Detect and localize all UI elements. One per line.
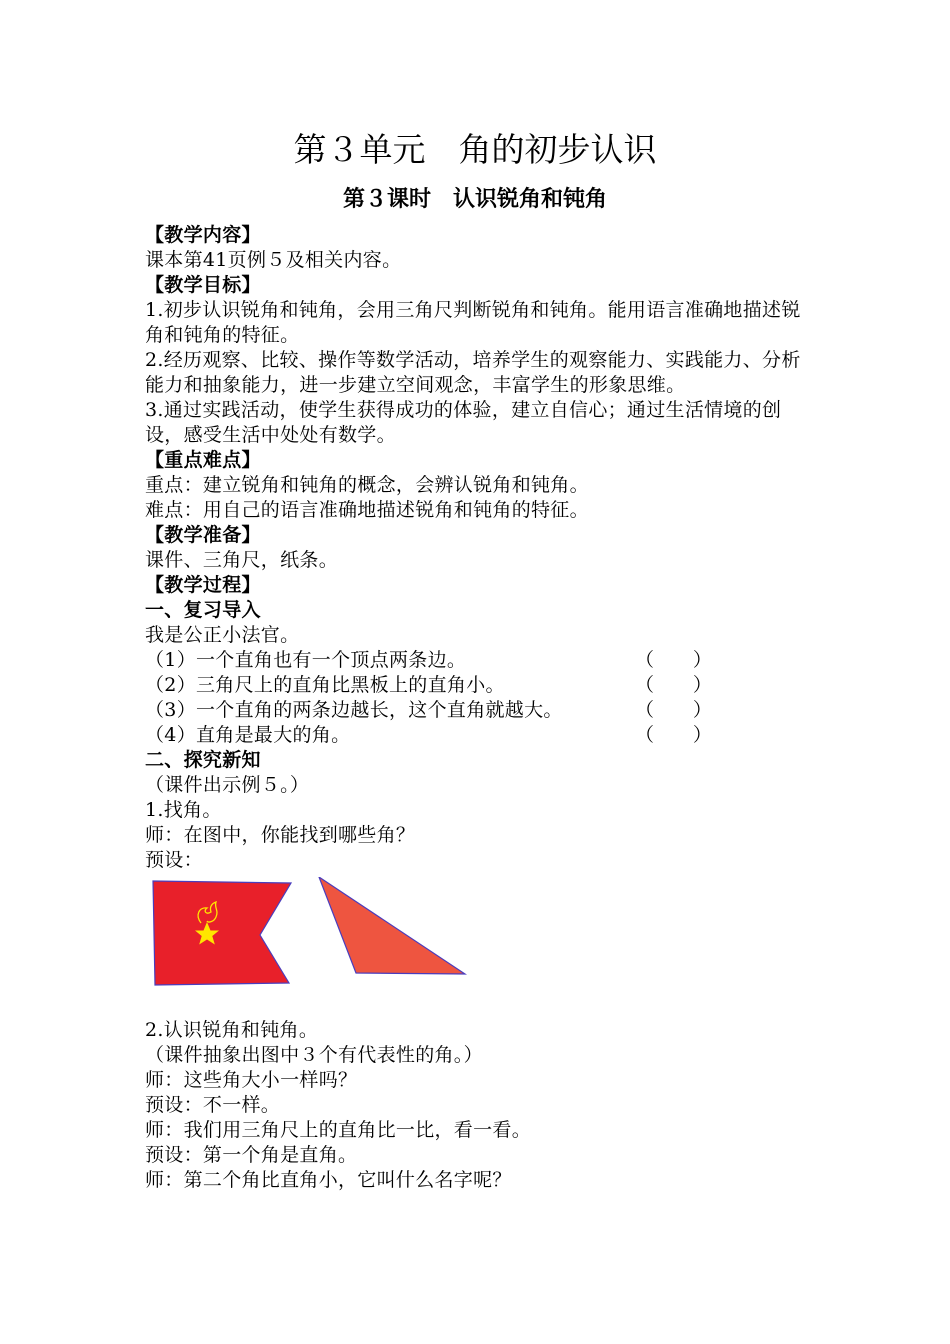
- lesson-subtitle: 第３课时 认识锐角和钝角: [342, 187, 607, 212]
- part1-heading: 一、复习导入: [145, 599, 261, 621]
- section-heading-key-points: 【重点难点】: [145, 449, 261, 471]
- red-flag-shape: [153, 881, 291, 985]
- goal-item: 3.通过实践活动，使学生获得成功的体验，建立自信心；通过生活情境的创设，感受生活中处处有数学。: [145, 399, 782, 446]
- judge-item-text: （3）一个直角的两条边越长，这个直角就越大。: [145, 699, 563, 721]
- content-text: 课本第41页例５及相关内容。: [145, 249, 402, 271]
- figure-drawing: [143, 877, 473, 1002]
- key-point-item: 难点：用自己的语言准确地描述锐角和钝角的特征。: [145, 499, 589, 521]
- triangle-shape: [319, 877, 465, 974]
- judge-item: [145, 698, 810, 723]
- part2-heading: 二、探究新知: [145, 749, 261, 771]
- answer-parentheses: （ ）: [635, 674, 713, 696]
- goal-item: 1.初步认识锐角和钝角，会用三角尺判断锐角和钝角。能用语言准确地描述锐角和钝角的特征。: [145, 299, 801, 346]
- body-line: 1.找角。: [145, 799, 222, 821]
- body-line: 2.认识锐角和钝角。: [145, 1019, 319, 1041]
- answer-parentheses: （ ）: [635, 724, 713, 746]
- body-line: 预设：: [145, 849, 203, 871]
- lesson-body: [145, 223, 810, 1193]
- body-line: 预设：不一样。: [145, 1094, 281, 1116]
- body-line: 师：第二个角比直角小，它叫什么名字呢？: [145, 1169, 512, 1191]
- judge-item: [145, 648, 810, 673]
- judge-item-text: （2）三角尺上的直角比黑板上的直角小。: [145, 674, 505, 696]
- part1-intro: 我是公正小法官。: [145, 624, 300, 646]
- goal-item: 2.经历观察、比较、操作等数学活动，培养学生的观察能力、实践能力、分析能力和抽象能力，进一步建立空间观念，丰富学生的形象思维。: [145, 349, 801, 396]
- body-line: 师：这些角大小一样吗？: [145, 1069, 358, 1091]
- body-line: （课件抽象出图中３个有代表性的角。）: [145, 1044, 483, 1066]
- judge-item-text: （4）直角是最大的角。: [145, 724, 351, 746]
- answer-parentheses: （ ）: [635, 649, 713, 671]
- judge-item: [145, 723, 810, 748]
- example-figure: [143, 877, 810, 1002]
- page-title: 第３单元 角的初步认识: [293, 130, 657, 169]
- body-line: 预设：第一个角是直角。: [145, 1144, 358, 1166]
- section-heading-content: 【教学内容】: [145, 224, 261, 246]
- preparation-text: 课件、三角尺，纸条。: [145, 549, 339, 571]
- judge-item-text: （1）一个直角也有一个顶点两条边。: [145, 649, 467, 671]
- body-line: 师：在图中，你能找到哪些角？: [145, 824, 416, 846]
- section-heading-process: 【教学过程】: [145, 574, 261, 596]
- section-heading-goals: 【教学目标】: [145, 274, 261, 296]
- answer-parentheses: （ ）: [635, 699, 713, 721]
- judge-item: [145, 673, 810, 698]
- section-heading-preparation: 【教学准备】: [145, 524, 261, 546]
- body-line: （课件出示例５。）: [145, 774, 310, 796]
- key-point-item: 重点：建立锐角和钝角的概念，会辨认锐角和钝角。: [145, 474, 589, 496]
- body-line: 师：我们用三角尺上的直角比一比，看一看。: [145, 1119, 532, 1141]
